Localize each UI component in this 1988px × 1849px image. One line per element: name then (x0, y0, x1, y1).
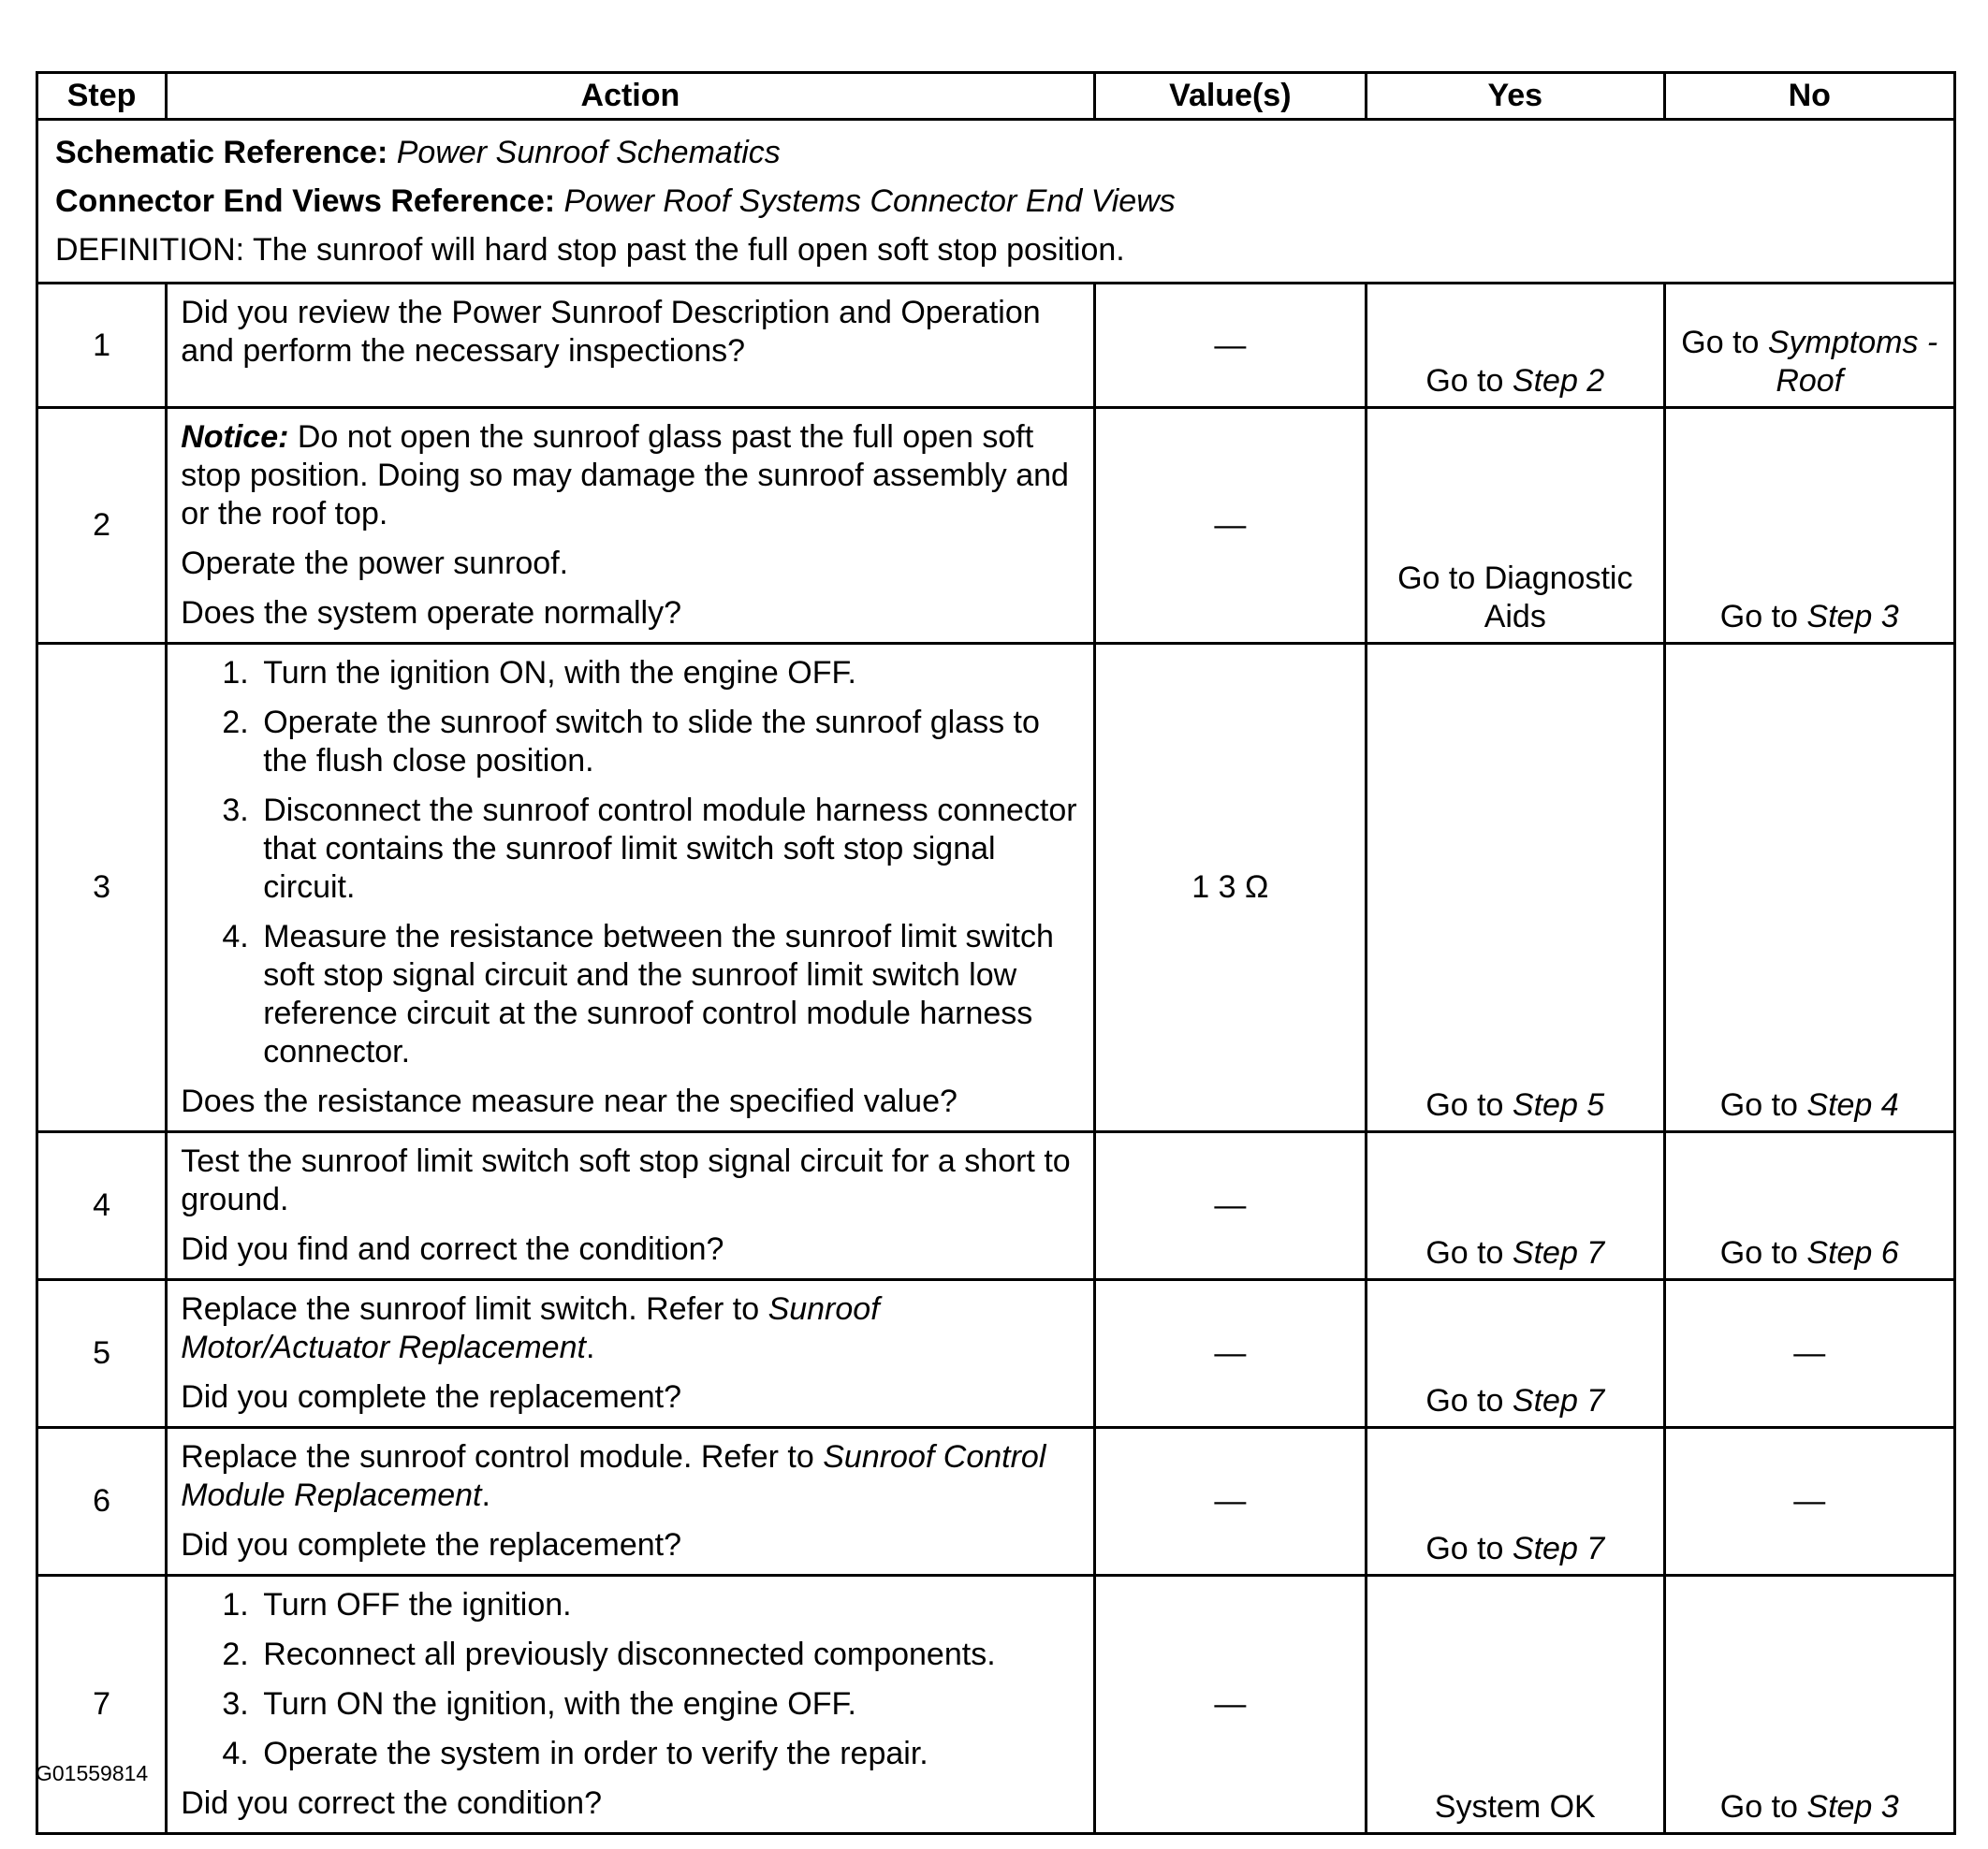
action-cell (167, 644, 1094, 1132)
schematic-reference (55, 128, 1937, 177)
header-step: Step (37, 73, 167, 120)
no-prefix: Go to (1719, 599, 1807, 634)
action-cell (167, 1428, 1094, 1576)
table-row (37, 1428, 1955, 1576)
yes-cell (1367, 1132, 1664, 1280)
step-number: 3 (37, 644, 167, 1132)
action-cell (167, 284, 1094, 408)
step-number: 7 (37, 1576, 167, 1834)
yes-link[interactable]: Step 5 (1512, 1087, 1605, 1123)
yes-cell: System OK (1367, 1576, 1664, 1834)
value-cell: 1 3 Ω (1094, 644, 1366, 1132)
action-instruction: Test the sunroof limit switch soft stop signal circuit for a short to ground. (181, 1143, 1071, 1217)
value-cell: — (1094, 284, 1366, 408)
table-row (37, 644, 1955, 1132)
yes-cell (1367, 1428, 1664, 1576)
step-number: 4 (37, 1132, 167, 1280)
action-instruction (181, 1438, 1079, 1515)
connector-reference (55, 177, 1937, 226)
notice-text: Do not open the sunroof glass past the full open soft stop position. Doing so may damage the sunroof assembly and or the roof top. (181, 419, 1069, 531)
action-question: Did you correct the condition? (181, 1785, 602, 1821)
step-number: 2 (37, 408, 167, 644)
no-link[interactable]: Step 4 (1806, 1087, 1899, 1123)
no-cell (1664, 1576, 1955, 1834)
no-cell (1664, 408, 1955, 644)
yes-cell[interactable]: Go to Diagnostic Aids (1367, 408, 1664, 644)
action-cell (167, 408, 1094, 644)
action-cell (167, 1132, 1094, 1280)
list-item: 1. Turn OFF the ignition. (257, 1586, 1079, 1624)
yes-cell (1367, 284, 1664, 408)
action-question: Did you complete the replacement? (181, 1527, 682, 1563)
notice-label: Notice: (181, 419, 289, 455)
action-link[interactable]: Sunroof Control Module Replacement (181, 1439, 1046, 1513)
figure-id: G01559814 (36, 1761, 149, 1785)
header-no: No (1664, 73, 1955, 120)
action-suffix: . (585, 1330, 595, 1365)
action-link[interactable]: Sunroof Motor/Actuator Replacement (181, 1291, 880, 1365)
table-row (37, 1132, 1955, 1280)
no-cell (1664, 644, 1955, 1132)
header-row (37, 73, 1955, 120)
action-cell (167, 1280, 1094, 1428)
action-prefix: Replace the sunroof control module. Refer to (181, 1439, 824, 1475)
list-item: 4. Measure the resistance between the sunroof limit switch soft stop signal circuit and the sunroof limit switch low reference circuit at the sunroof control module harness connector. (257, 918, 1079, 1071)
action-cell (167, 1576, 1094, 1834)
table-row (37, 284, 1955, 408)
connector-reference-label: Connector End Views Reference: (55, 183, 556, 219)
no-prefix: Go to (1719, 1235, 1807, 1271)
value-cell: — (1094, 408, 1366, 644)
yes-prefix: Go to (1425, 363, 1513, 399)
yes-cell (1367, 1280, 1664, 1428)
list-item: 2. Operate the sunroof switch to slide the sunroof glass to the flush close position. (257, 704, 1079, 780)
action-question: Does the resistance measure near the specified value? (181, 1084, 957, 1119)
step-number: 6 (37, 1428, 167, 1576)
action-prefix: Replace the sunroof limit switch. Refer to (181, 1291, 768, 1327)
no-prefix: Go to (1719, 1087, 1807, 1123)
list-item: 1. Turn the ignition ON, with the engine OFF. (257, 654, 1079, 692)
table-row (37, 1280, 1955, 1428)
yes-prefix: Go to (1425, 1235, 1513, 1271)
yes-link[interactable]: Step 2 (1512, 363, 1605, 399)
action-question: Does the system operate normally? (181, 595, 681, 631)
schematic-reference-link[interactable]: Power Sunroof Schematics (396, 135, 781, 170)
no-link[interactable]: Step 3 (1806, 1789, 1899, 1825)
action-step-list (181, 654, 1079, 1071)
header-yes: Yes (1367, 73, 1664, 120)
list-item: 2. Reconnect all previously disconnected components. (257, 1636, 1079, 1674)
no-link[interactable]: Step 3 (1806, 599, 1899, 634)
yes-prefix: Go to (1425, 1087, 1513, 1123)
list-item: 4. Operate the system in order to verify the repair. (257, 1735, 1079, 1773)
action-suffix: . (481, 1478, 490, 1513)
value-cell: — (1094, 1132, 1366, 1280)
action-instruction (181, 1290, 1079, 1367)
diagnostic-table-container (36, 71, 1956, 1835)
step-number: 1 (37, 284, 167, 408)
yes-cell (1367, 644, 1664, 1132)
reference-row (37, 120, 1955, 284)
yes-prefix: Go to (1425, 1531, 1513, 1566)
step-number: 5 (37, 1280, 167, 1428)
notice-paragraph (181, 418, 1079, 533)
value-cell: — (1094, 1280, 1366, 1428)
value-cell: — (1094, 1428, 1366, 1576)
yes-link[interactable]: Step 7 (1512, 1383, 1605, 1419)
header-values: Value(s) (1094, 73, 1366, 120)
action-question: Did you find and correct the condition? (181, 1231, 724, 1267)
action-instruction: Operate the power sunroof. (181, 546, 569, 581)
action-step-list (181, 1586, 1079, 1773)
list-item: 3. Turn ON the ignition, with the engine OFF. (257, 1685, 1079, 1724)
definition-text: DEFINITION: The sunroof will hard stop past the full open soft stop position. (55, 232, 1125, 268)
header-action: Action (167, 73, 1094, 120)
yes-link[interactable]: Step 7 (1512, 1235, 1605, 1271)
list-item: 3. Disconnect the sunroof control module harness connector that contains the sunroof limit switch soft stop signal circuit. (257, 792, 1079, 907)
diagnostic-table (36, 71, 1956, 1835)
connector-reference-link[interactable]: Power Roof Systems Connector End Views (563, 183, 1176, 219)
yes-prefix: Go to (1425, 1383, 1513, 1419)
no-cell: — (1664, 1280, 1955, 1428)
no-cell: — (1664, 1428, 1955, 1576)
table-row (37, 1576, 1955, 1834)
reference-cell (37, 120, 1955, 284)
no-cell (1664, 284, 1955, 408)
schematic-reference-label: Schematic Reference: (55, 135, 388, 170)
no-cell (1664, 1132, 1955, 1280)
no-prefix: Go to (1681, 325, 1768, 360)
no-link[interactable]: Step 6 (1806, 1235, 1899, 1271)
action-question: Did you review the Power Sunroof Description and Operation and perform the necessary inspections? (181, 295, 1041, 369)
no-link[interactable]: Symptoms - Roof (1767, 325, 1938, 399)
table-row (37, 408, 1955, 644)
no-prefix: Go to (1719, 1789, 1807, 1825)
action-question: Did you complete the replacement? (181, 1379, 682, 1415)
yes-link[interactable]: Step 7 (1512, 1531, 1605, 1566)
value-cell: — (1094, 1576, 1366, 1834)
